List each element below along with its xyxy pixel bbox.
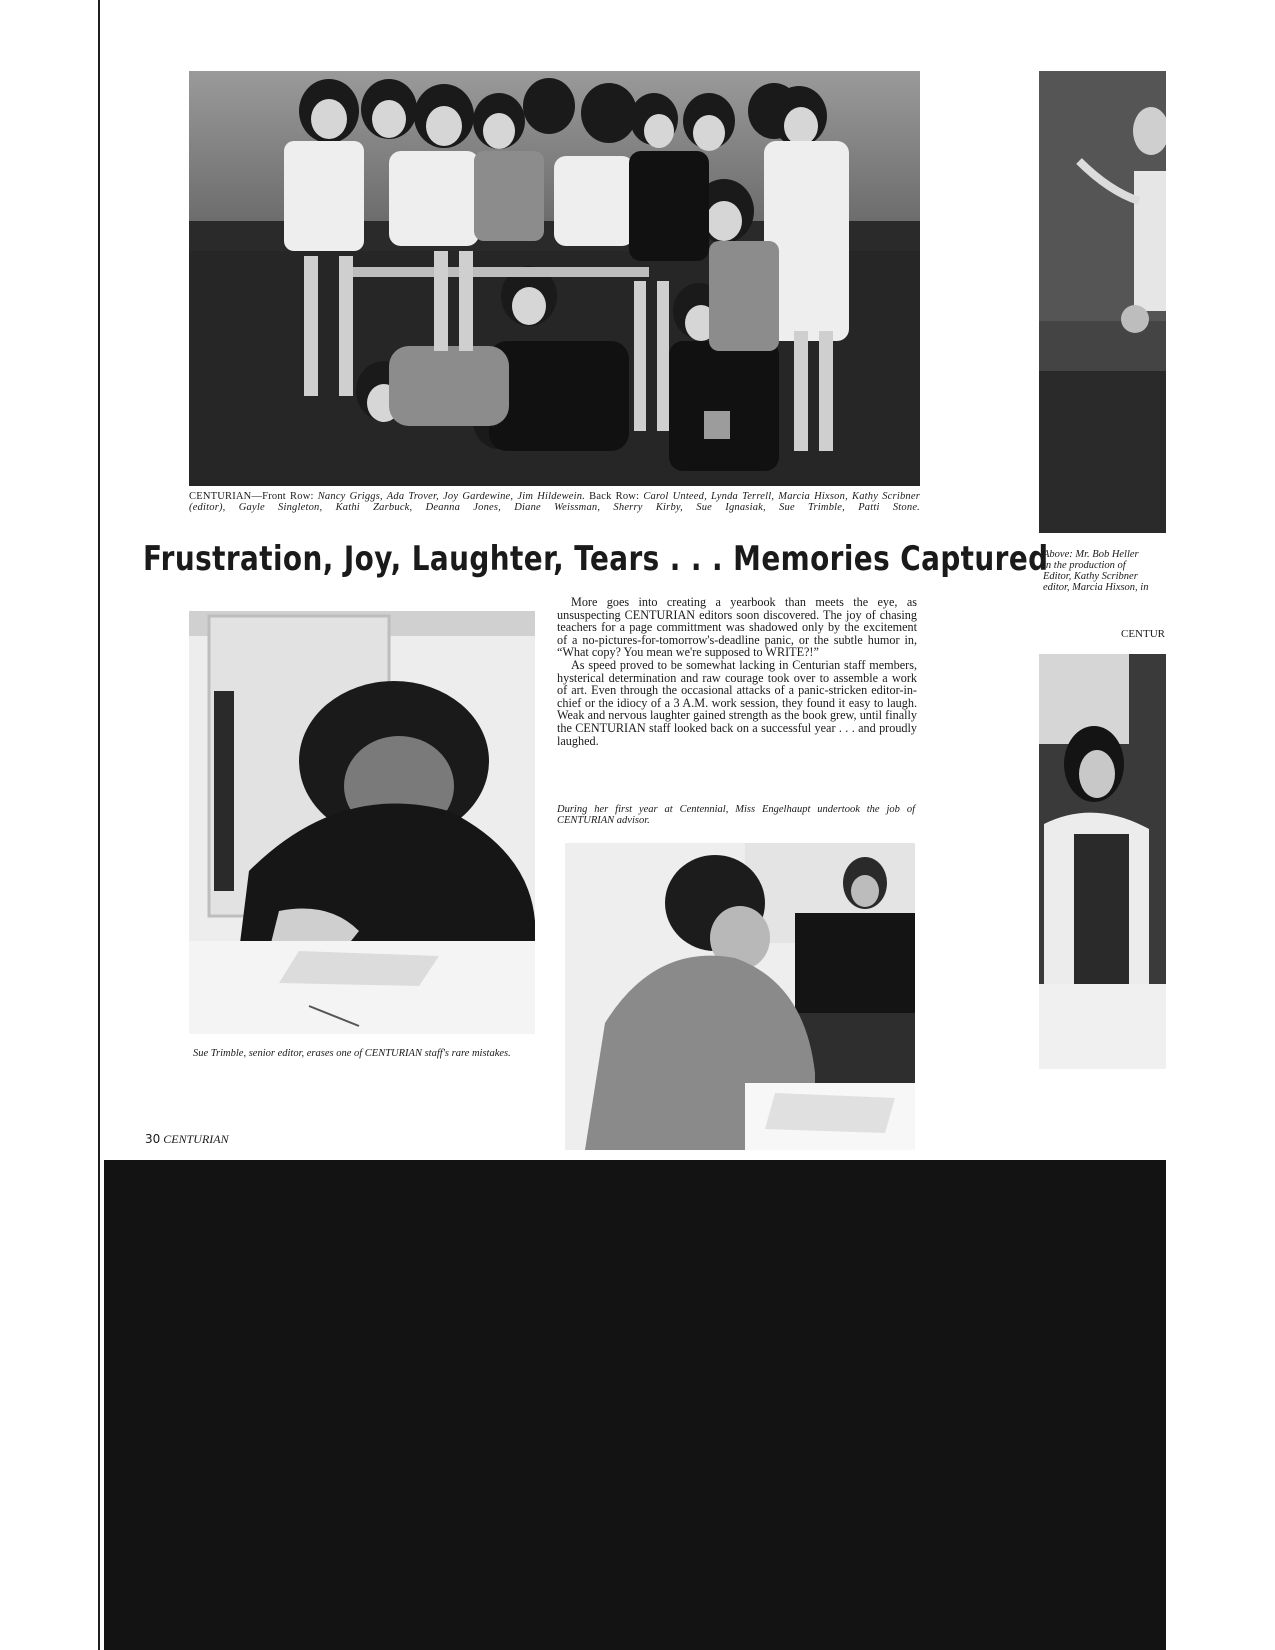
right-page-lower-photo: [1039, 654, 1166, 1069]
trimble-caption: Sue Trimble, senior editor, erases one of CENTURIAN staff's rare mistakes.: [193, 1048, 511, 1059]
group-photo-image: [189, 71, 920, 486]
caption-back-row-lead: Back Row:: [585, 491, 644, 502]
trimble-photo-image: [189, 611, 535, 1034]
page-number: 30: [145, 1132, 161, 1146]
advisor-photo-image: [565, 843, 915, 1150]
page-folio: [145, 1132, 229, 1147]
advisor-caption: During her first year at Centennial, Miss Engelhaupt undertook the job of CENTURIAN advisor.: [557, 804, 915, 826]
right-page-section-tag: CENTUR: [1121, 628, 1165, 640]
caption-back-row-names: Carol Unteed, Lynda Terrell, Marcia Hixson, Kathy Scribner (editor), Gayle Singleton, Kathi Zarbuck, Deanna Jones, Diane Weissman, Sherry Kirby, Sue Ignasiak, Sue Trimble, Patti Stone.: [189, 491, 920, 513]
right-page-top-photo-image: [1039, 71, 1166, 533]
caption-lead: CENTURIAN—Front Row:: [189, 491, 318, 502]
trimble-photo: [189, 611, 535, 1034]
right-caption-line-1: Above: Mr. Bob Heller: [1043, 549, 1139, 560]
page-headline: Frustration, Joy, Laughter, Tears . . . Memories Captured: [143, 539, 1049, 579]
folio-publication: CENTURIAN: [163, 1132, 229, 1146]
right-page-lower-photo-image: [1039, 654, 1166, 1069]
article-body: [557, 596, 917, 747]
right-page-top-photo: [1039, 71, 1166, 533]
right-caption-line-4: editor, Marcia Hixson, in: [1043, 582, 1149, 593]
body-paragraph-2: As speed proved to be somewhat lacking in Centurian staff members, hysterical determination and raw courage took over to assemble a work of art. Even through the occasional attacks of a panic-stricken editor-in-chief or the idiocy of a 3 A.M. work session, they found it easy to laugh. Weak and nervous laughter gained strength as the book grew, until finally the CENTURIAN staff looked back on a successful year . . . and proudly laughed.: [557, 657, 917, 748]
right-caption-line-2: in the production of: [1043, 560, 1126, 571]
scan-black-background: [104, 1160, 1166, 1650]
right-page-caption: [1043, 549, 1166, 593]
caption-front-row-names: Nancy Griggs, Ada Trover, Joy Gardewine, Jim Hildewein.: [317, 491, 586, 502]
group-photo-caption: [189, 491, 920, 513]
right-caption-line-3: Editor, Kathy Scribner: [1043, 571, 1138, 582]
body-paragraph-1: More goes into creating a yearbook than meets the eye, as unsuspecting CENTURIAN editors soon discovered. The joy of chasing teachers for a page committment was shadowed only by the excitement of a no-pictures-for-tomorrow's-deadline panic, or the subtle humor in, “What copy? You mean we're supposed to WRITE?!”: [557, 595, 917, 660]
scan-left-edge: [98, 0, 100, 1650]
group-photo: [189, 71, 920, 486]
advisor-photo: [565, 843, 915, 1150]
